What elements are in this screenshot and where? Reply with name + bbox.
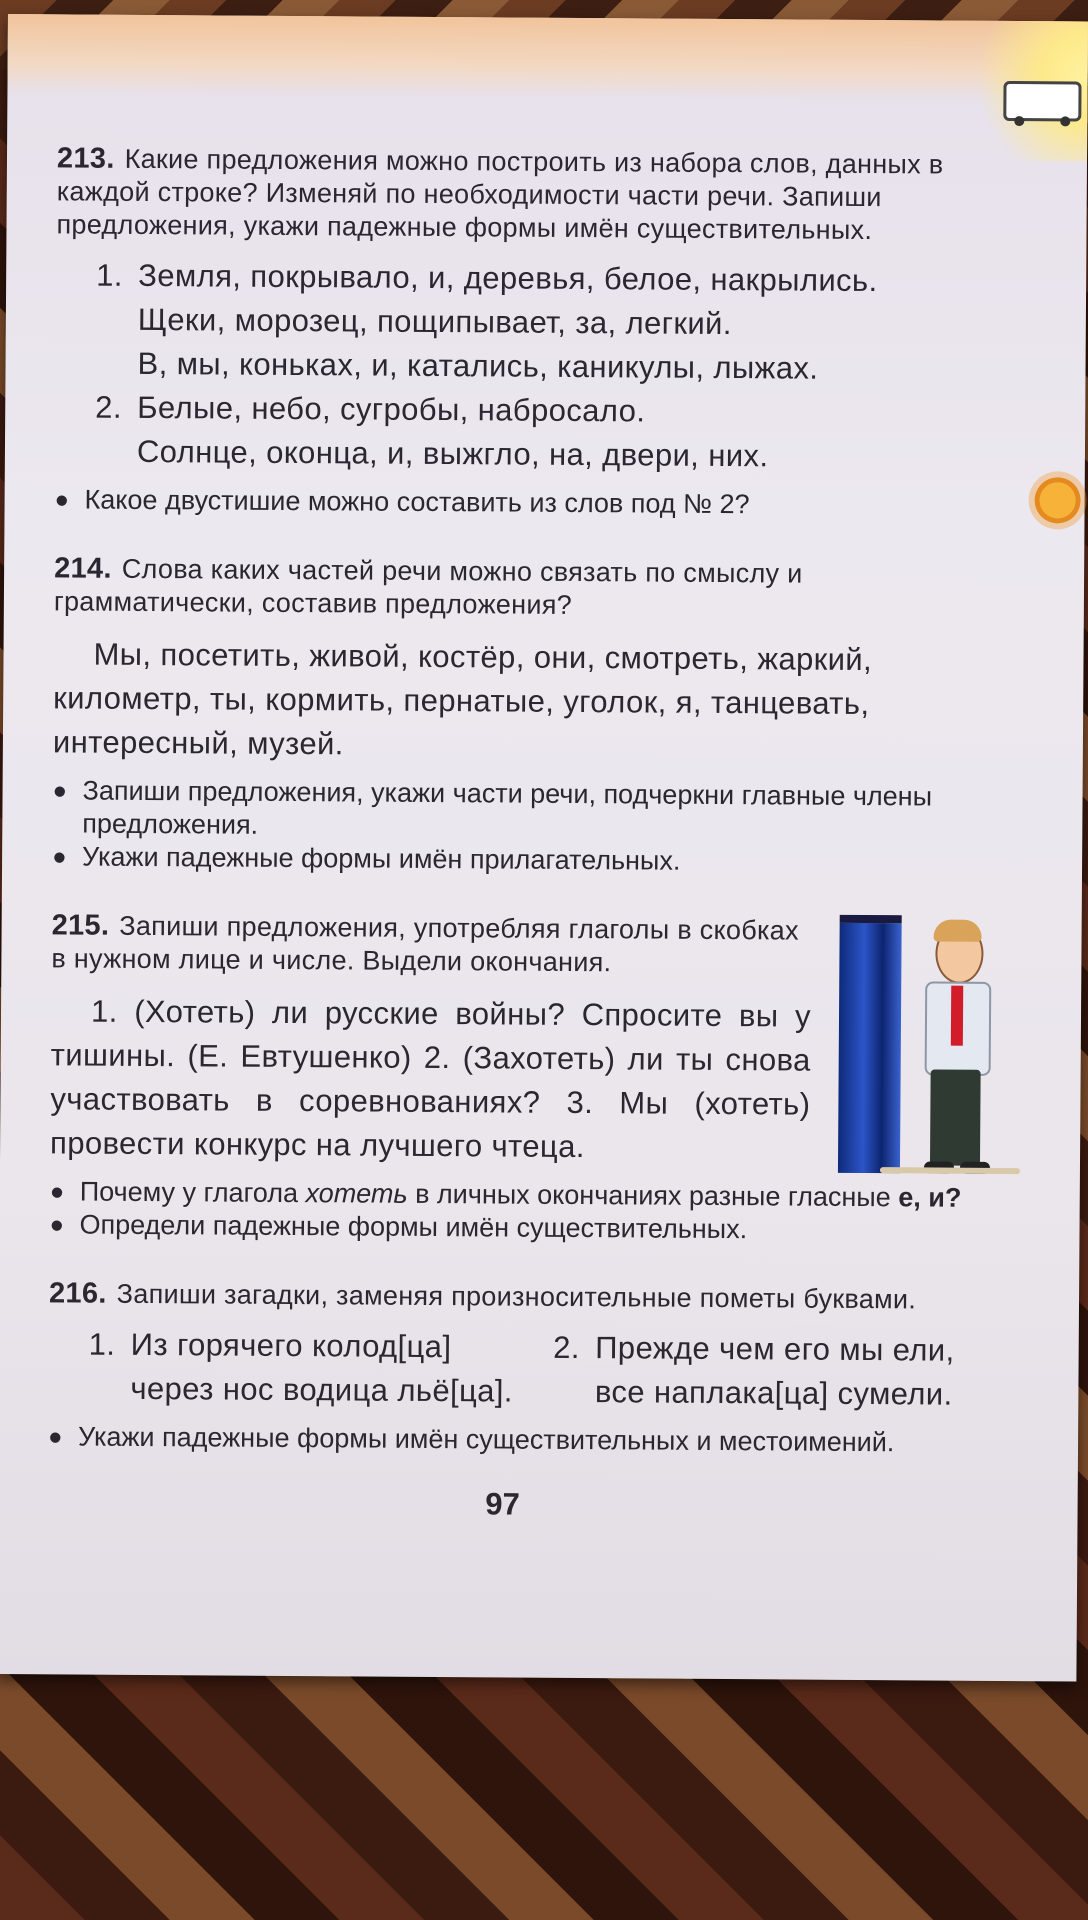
item-number: 2.	[95, 389, 123, 425]
bullet-text: Почему у глагола хотеть в личных окончаниях разные гласные е, и?	[79, 1176, 962, 1213]
riddle-1	[88, 1323, 513, 1414]
riddle-2	[553, 1326, 955, 1417]
exercise-number: 216.	[48, 1277, 107, 1310]
bullet-text: Какое двустишие можно составить из слов под № 2?	[84, 484, 750, 520]
word-line: В, мы, коньках, и, катались, каникулы, лыжах.	[137, 345, 819, 386]
train-icon	[1003, 81, 1081, 122]
exercise-text: Слова каких частей речи можно связать по смыслу и грамматически, составив предложения?	[53, 553, 803, 620]
textbook-page	[0, 14, 1088, 1681]
curtain-illustration	[838, 915, 902, 1173]
bullet-icon: ●	[52, 843, 67, 871]
riddle-line: через нос водица льё[ца].	[130, 1370, 514, 1409]
page-content	[47, 142, 1007, 1526]
bullet-icon: ●	[54, 486, 70, 514]
exercise-214-task	[54, 552, 1004, 625]
item-number: 1.	[96, 257, 123, 293]
task-bullet	[54, 483, 1004, 523]
poem-text: 1. (Хотеть) ли русские войны? Спросите вы у тишины. (Е. Евтушенко) 2. (Захотеть) ли ты снова участвовать в соревнованиях? 3. Мы (хотеть) провести конкурс на лучшего чтеца.	[49, 993, 812, 1165]
bullet-icon: ●	[47, 1423, 63, 1451]
page-top-edge	[7, 14, 1088, 102]
verb-emphasis: хотеть	[305, 1178, 408, 1209]
exercise-213-task	[56, 142, 1007, 248]
exercise-text: Запиши предложения, употребляя глаголы в скобках в нужном лице и числе. Выдели окончания.	[51, 910, 799, 978]
word-list: Мы, посетить, живой, костёр, они, смотреть, жаркий, километр, ты, кормить, пернатые, уголок, я, танцевать, интересный, музей.	[52, 636, 873, 762]
exercise-number: 215.	[51, 909, 110, 942]
bullet-icon: ●	[52, 777, 68, 805]
exercise-215-task	[51, 909, 811, 980]
exercise-text: Запиши загадки, заменяя произносительные пометы буквами.	[116, 1278, 917, 1315]
word-line: Щеки, морозец, пощипывает, за, легкий.	[137, 301, 732, 342]
exercise-text: Какие предложения можно построить из набора слов, данных в каждой строке? Изменяй по необходимости части речи. Запиши предложения, укажи падежные формы имён существительных.	[56, 143, 944, 246]
bullet-text: Укажи падежные формы имён существительных и местоимений.	[77, 1421, 895, 1458]
list-item	[95, 254, 1006, 392]
word-line: Солнце, оконца, и, выжгло, на, двери, них.	[136, 433, 769, 474]
item-number: 2.	[553, 1329, 580, 1366]
riddle-line: Прежде чем его мы ели,	[595, 1330, 955, 1368]
exercise-213	[54, 142, 1007, 523]
exercise-number: 214.	[54, 552, 112, 585]
exercise-214	[52, 552, 1004, 880]
exercise-number: 213.	[56, 142, 115, 175]
exercise-215	[49, 909, 1001, 1248]
boy-illustration	[910, 923, 1022, 1174]
riddle-line: Из горячего колод[ца]	[130, 1326, 452, 1365]
bullet-icon: ●	[49, 1178, 65, 1206]
floor-shadow	[880, 1167, 1020, 1174]
bullet-icon: ●	[49, 1211, 65, 1239]
exercise-216-task	[49, 1277, 999, 1317]
item-number: 1.	[88, 1326, 116, 1362]
list-item	[95, 386, 1006, 480]
riddle-line: все наплака[ца] сумели.	[594, 1374, 953, 1412]
bullet-text: Запиши предложения, укажи части речи, подчеркни главные члены предложения.	[82, 775, 933, 840]
bullet-text: Укажи падежные формы имён прилагательных.	[82, 841, 681, 876]
sun-icon	[1034, 477, 1080, 523]
page-number: 97	[485, 1486, 520, 1522]
word-line: Земля, покрывало, и, деревья, белое, накрылись.	[138, 257, 878, 299]
vowels-emphasis: е, и?	[898, 1182, 962, 1213]
word-sets	[95, 254, 1007, 480]
task-bullet	[48, 1420, 998, 1460]
exercise-216	[48, 1277, 999, 1460]
riddles	[88, 1323, 999, 1417]
word-line: Белые, небо, сугробы, набросало.	[137, 389, 646, 429]
task-bullet	[52, 774, 1002, 847]
task-bullet	[52, 840, 1002, 880]
bullet-text: Определи падежные формы имён существительных.	[79, 1209, 748, 1245]
task-bullet	[49, 1208, 999, 1248]
